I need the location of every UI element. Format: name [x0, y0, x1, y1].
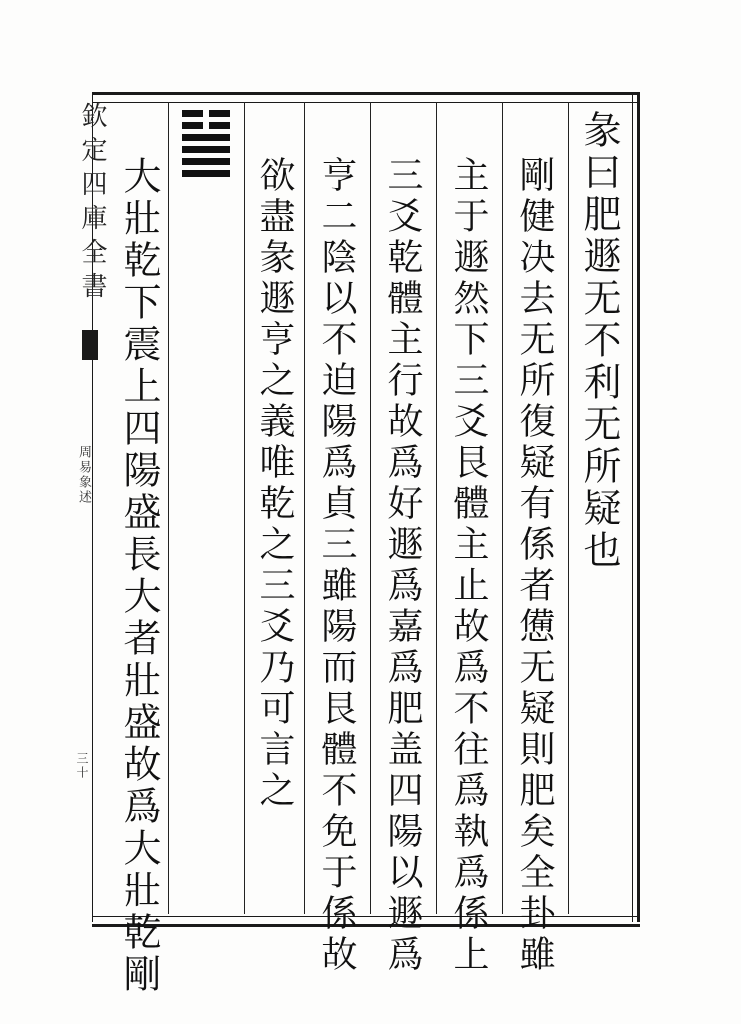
gutter-section-title: 周易象述 — [76, 445, 91, 505]
hexagram-line — [182, 158, 230, 165]
gutter-fishtail-mark — [82, 330, 98, 360]
hexagram-symbol — [182, 110, 230, 182]
column-divider — [370, 102, 371, 914]
column-divider — [168, 102, 169, 914]
column-divider — [244, 102, 245, 914]
column-divider — [502, 102, 503, 914]
gutter-page-number: 三十 — [75, 752, 89, 780]
frame-right-border — [632, 92, 640, 922]
column-divider — [568, 102, 569, 914]
text-column-6: 欲盡彖遯亨之義唯乾之三爻乃可言之 — [254, 156, 295, 812]
gutter-book-title: 欽定四庫全書 — [77, 102, 107, 306]
text-column-5: 亨二陰以不迫陽爲貞三雖陽而艮體不免于係故 — [316, 156, 357, 976]
hexagram-line — [182, 170, 230, 177]
frame-top-border — [92, 92, 640, 103]
column-divider — [436, 102, 437, 914]
text-column-7: 大壯乾下震上四陽盛長大者壯盛故爲大壯乾剛 — [117, 156, 161, 996]
column-divider — [304, 102, 305, 914]
text-column-3: 主于遯然下三爻艮體主止故爲不往爲執爲係上 — [448, 156, 489, 976]
hexagram-line — [182, 134, 230, 141]
hexagram-line — [182, 122, 230, 129]
text-column-2: 剛健决去无所復疑有係者憊无疑則肥矣全卦雖 — [514, 156, 555, 976]
frame-bottom-border — [92, 916, 640, 927]
text-column-4: 三爻乾體主行故爲好遯爲嘉爲肥盖四陽以遯爲 — [382, 156, 423, 976]
text-column-1: 彖曰肥遯无不利无所疑也 — [577, 110, 621, 572]
hexagram-line — [182, 146, 230, 153]
hexagram-line — [182, 110, 230, 117]
